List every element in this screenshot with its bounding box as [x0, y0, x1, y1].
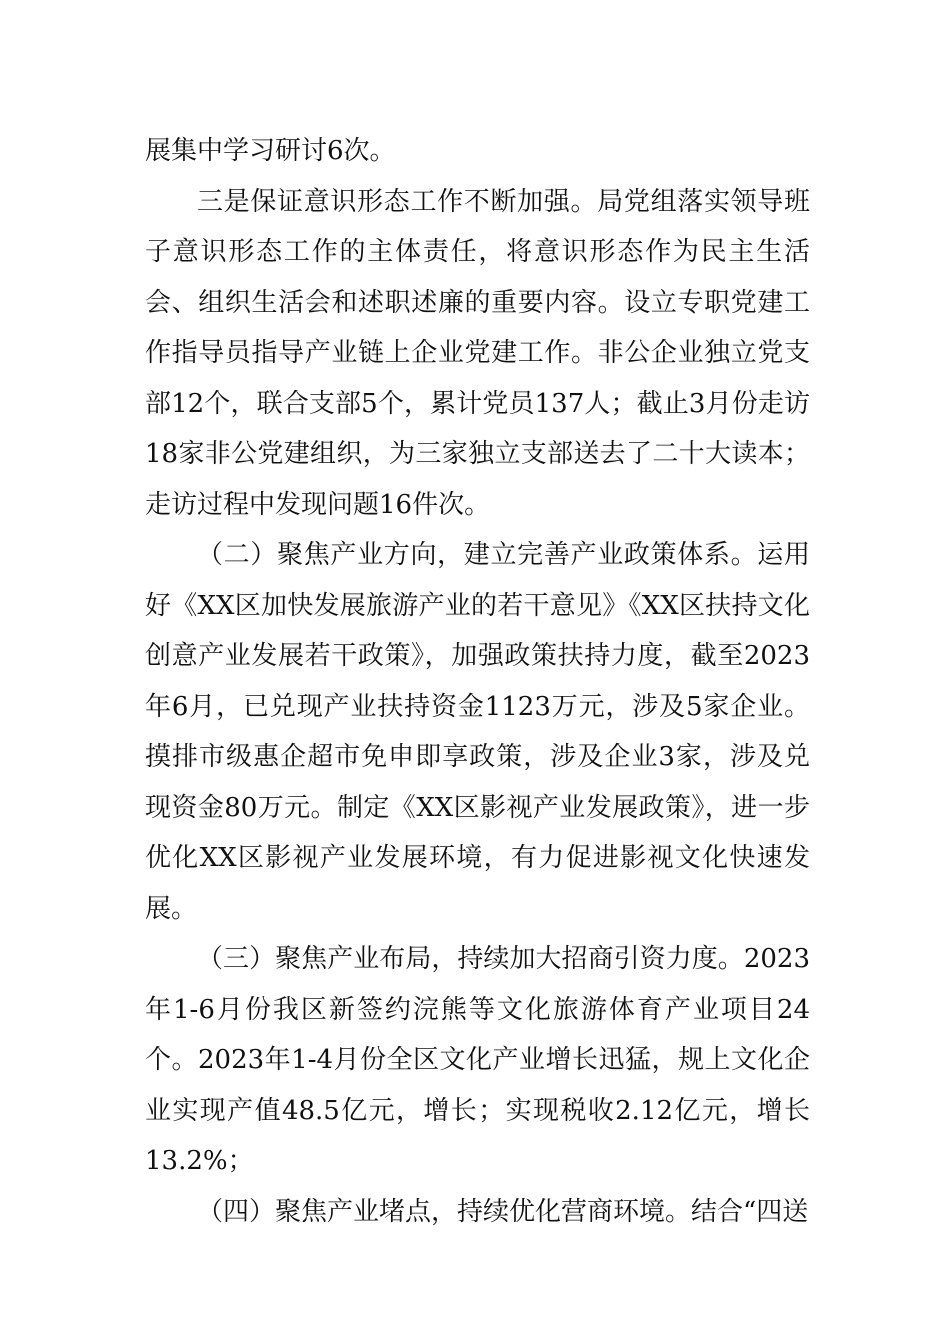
paragraph-1: 展集中学习研讨6次。 [145, 136, 396, 166]
paragraph-5: （四）聚焦产业堵点，持续优化营商环境。结合“四送 [197, 1196, 809, 1227]
paragraph-2: 三是保证意识形态工作不断加强。局党组落实领导班子意识形态工作的主体责任，将意识形态作为民主生活会、组织生活会和述职述廉的重要内容。设立专职党建工作指导员指导产业链上企业党建工作。非公企业独立党支部12个，联合支部5个，累计党员137人；截止3月份走访18家非公党建组织，为三家独立支部送去了二十大读本；走访过程中发现问题16件次。 [145, 186, 810, 520]
paragraph-3: （二）聚焦产业方向，建立完善产业政策体系。运用好《XX区加快发展旅游产业的若干意见》《XX区扶持文化创意产业发展若干政策》，加强政策扶持力度，截至2023年6月，已兑现产业扶持资金1123万元，涉及5家企业。摸排市级惠企超市免申即享政策，涉及企业3家，涉及兑现资金80万元。制定《XX区影视产业发展政策》，进一步优化XX区影视产业发展环境，有力促进影视文化快速发展。 [145, 540, 810, 924]
document-body [145, 126, 810, 1237]
paragraph-4: （三）聚焦产业布局，持续加大招商引资力度。2023年1-6月份我区新签约浣熊等文化旅游体育产业项目24个。2023年1-4月份全区文化产业增长迅猛，规上文化企业实现产值48.5亿元，增长；实现税收2.12亿元，增长13.2%； [145, 944, 810, 1176]
